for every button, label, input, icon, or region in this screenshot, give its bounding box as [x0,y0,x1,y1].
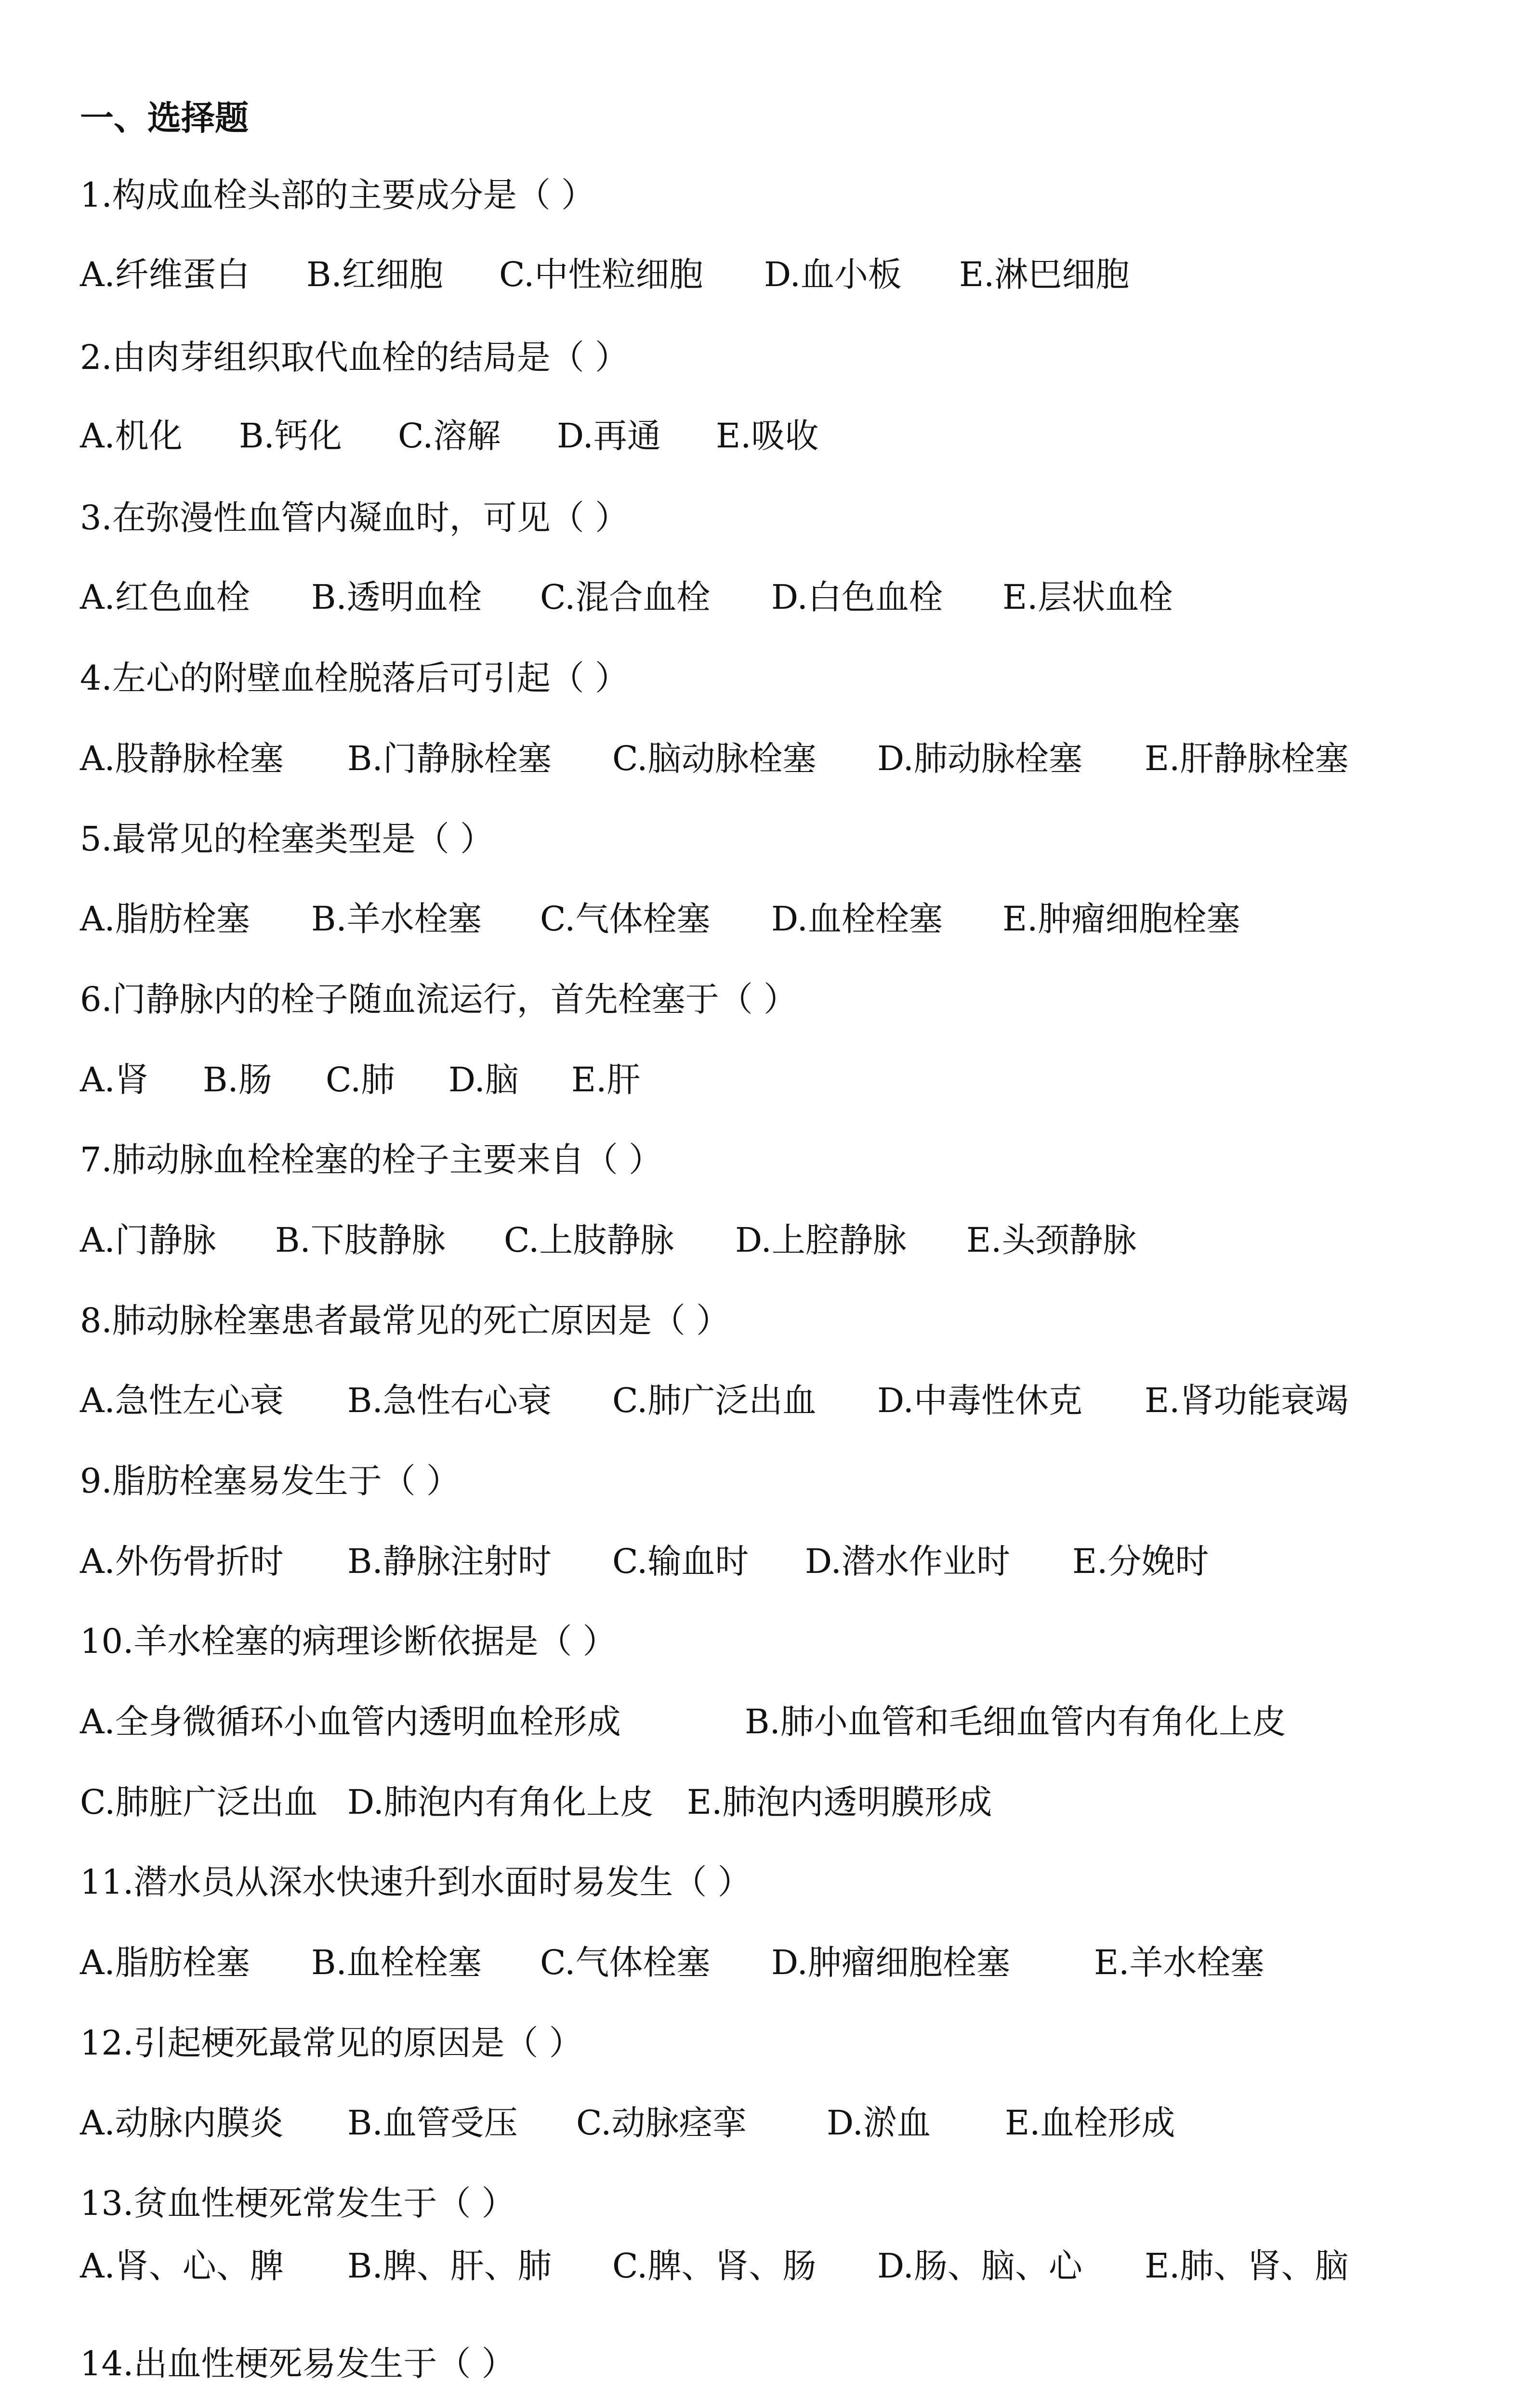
option-c: C.肺 [326,1060,395,1099]
question-9-options [80,1540,1209,1583]
option-c: C.中性粒细胞 [499,255,703,294]
option-c: C.气体栓塞 [540,1943,711,1982]
option-b: B.钙化 [239,416,342,456]
option-e: E.分娩时 [1072,1542,1209,1581]
option-c: C.混合血栓 [540,577,711,617]
option-a: A.外伤骨折时 [80,1542,284,1581]
question-6-options [80,1058,640,1101]
option-d: D.肠、脑、心 [877,2246,1082,2286]
question-7-options [80,1218,1136,1262]
option-b: B.脾、肝、肺 [347,2246,552,2286]
question-8-options [80,1379,1348,1422]
question-4-options [80,737,1348,780]
option-d: D.血栓栓塞 [771,899,943,939]
option-d: D.淤血 [827,2103,931,2143]
option-d: D.中毒性休克 [877,1381,1082,1420]
question-3-stem: 3.在弥漫性血管内凝血时，可见（ ） [80,498,629,537]
option-a: A.肾 [80,1060,149,1099]
option-e: E.头颈静脉 [966,1220,1137,1260]
option-a: A.门静脉 [80,1220,216,1260]
option-d: D.血小板 [764,255,902,294]
question-13-options [80,2244,1348,2288]
option-d: D.上腔静脉 [735,1220,907,1260]
option-e: E.肿瘤细胞栓塞 [1002,899,1240,939]
question-9-stem: 9.脂肪栓塞易发生于（ ） [80,1461,461,1501]
question-10-options-row2 [80,1780,992,1824]
option-a: A.脂肪栓塞 [80,899,250,939]
option-b: B.血管受压 [347,2103,518,2143]
question-4-stem: 4.左心的附壁血栓脱落后可引起（ ） [80,658,629,698]
option-d: D.脑 [448,1060,519,1099]
option-d: D.肿瘤细胞栓塞 [771,1943,1010,1982]
question-8-stem: 8.肺动脉栓塞患者最常见的死亡原因是（ ） [80,1301,730,1340]
option-c: C.肺脏广泛出血 [80,1782,318,1822]
option-e: E.血栓形成 [1005,2103,1175,2143]
option-e: E.羊水栓塞 [1094,1943,1265,1982]
option-d: D.白色血栓 [771,577,943,617]
option-e: E.吸收 [716,416,819,456]
option-b: B.透明血栓 [311,577,482,617]
option-c: C.上肢静脉 [504,1220,674,1260]
option-e: E.肺泡内透明膜形成 [687,1782,992,1822]
question-7-stem: 7.肺动脉血栓栓塞的栓子主要来自（ ） [80,1140,663,1179]
option-e: E.肝 [571,1060,641,1099]
option-a: A.股静脉栓塞 [80,739,284,778]
option-a: A.脂肪栓塞 [80,1943,250,1982]
question-13-stem: 13.贫血性梗死常发生于（ ） [80,2184,515,2223]
option-e: E.淋巴细胞 [959,255,1130,294]
option-b: B.门静脉栓塞 [347,739,552,778]
option-d: D.肺泡内有角化上皮 [347,1782,654,1822]
section-heading-choice: 一、选择题 [80,98,249,138]
question-11-stem: 11.潜水员从深水快速升到水面时易发生（ ） [80,1862,751,1902]
option-b: B.红细胞 [306,255,443,294]
option-e: E.肾功能衰竭 [1145,1381,1349,1420]
option-d: D.潜水作业时 [805,1542,1010,1581]
question-6-stem: 6.门静脉内的栓子随血流运行，首先栓塞于（ ） [80,980,798,1019]
question-2-stem: 2.由肉芽组织取代血栓的结局是（ ） [80,338,629,377]
option-c: C.动脉痉挛 [576,2103,747,2143]
question-12-options [80,2101,1175,2145]
option-b: B.血栓栓塞 [311,1943,482,1982]
question-10-stem: 10.羊水栓塞的病理诊断依据是（ ） [80,1622,617,1661]
option-e: E.层状血栓 [1002,577,1173,617]
option-d: D.再通 [557,416,661,456]
option-a: A.急性左心衰 [80,1381,284,1420]
option-d: D.肺动脉栓塞 [877,739,1082,778]
question-3-options [80,576,1173,619]
question-1-stem: 1.构成血栓头部的主要成分是（ ） [80,175,595,215]
option-a: A.红色血栓 [80,577,250,617]
question-14-stem: 14.出血性梗死易发生于（ ） [80,2344,515,2383]
question-10-options [80,1700,1286,1743]
option-e: E.肺、肾、脑 [1145,2246,1349,2286]
question-5-stem: 5.最常见的栓塞类型是（ ） [80,819,494,859]
option-a: A.纤维蛋白 [80,255,250,294]
option-e: E.肝静脉栓塞 [1145,739,1349,778]
option-c: C.脑动脉栓塞 [612,739,817,778]
option-a: A.动脉内膜炎 [80,2103,284,2143]
option-b: B.下肢静脉 [275,1220,446,1260]
question-2-options [80,414,818,458]
option-b: B.肺小血管和毛细血管内有角化上皮 [745,1702,1286,1741]
option-b: B.静脉注射时 [347,1542,552,1581]
option-c: C.脾、肾、肠 [612,2246,817,2286]
option-a: A.全身微循环小血管内透明血栓形成 [80,1702,621,1741]
option-b: B.急性右心衰 [347,1381,552,1420]
option-b: B.羊水栓塞 [311,899,482,939]
question-11-options [80,1941,1264,1984]
option-c: C.输血时 [612,1542,749,1581]
question-1-options [80,253,1129,296]
option-b: B.肠 [203,1060,272,1099]
question-12-stem: 12.引起梗死最常见的原因是（ ） [80,2023,583,2063]
option-c: C.肺广泛出血 [612,1381,817,1420]
option-c: C.溶解 [398,416,501,456]
option-a: A.肾、心、脾 [80,2246,284,2286]
option-a: A.机化 [80,416,183,456]
option-c: C.气体栓塞 [540,899,711,939]
question-5-options [80,897,1240,941]
